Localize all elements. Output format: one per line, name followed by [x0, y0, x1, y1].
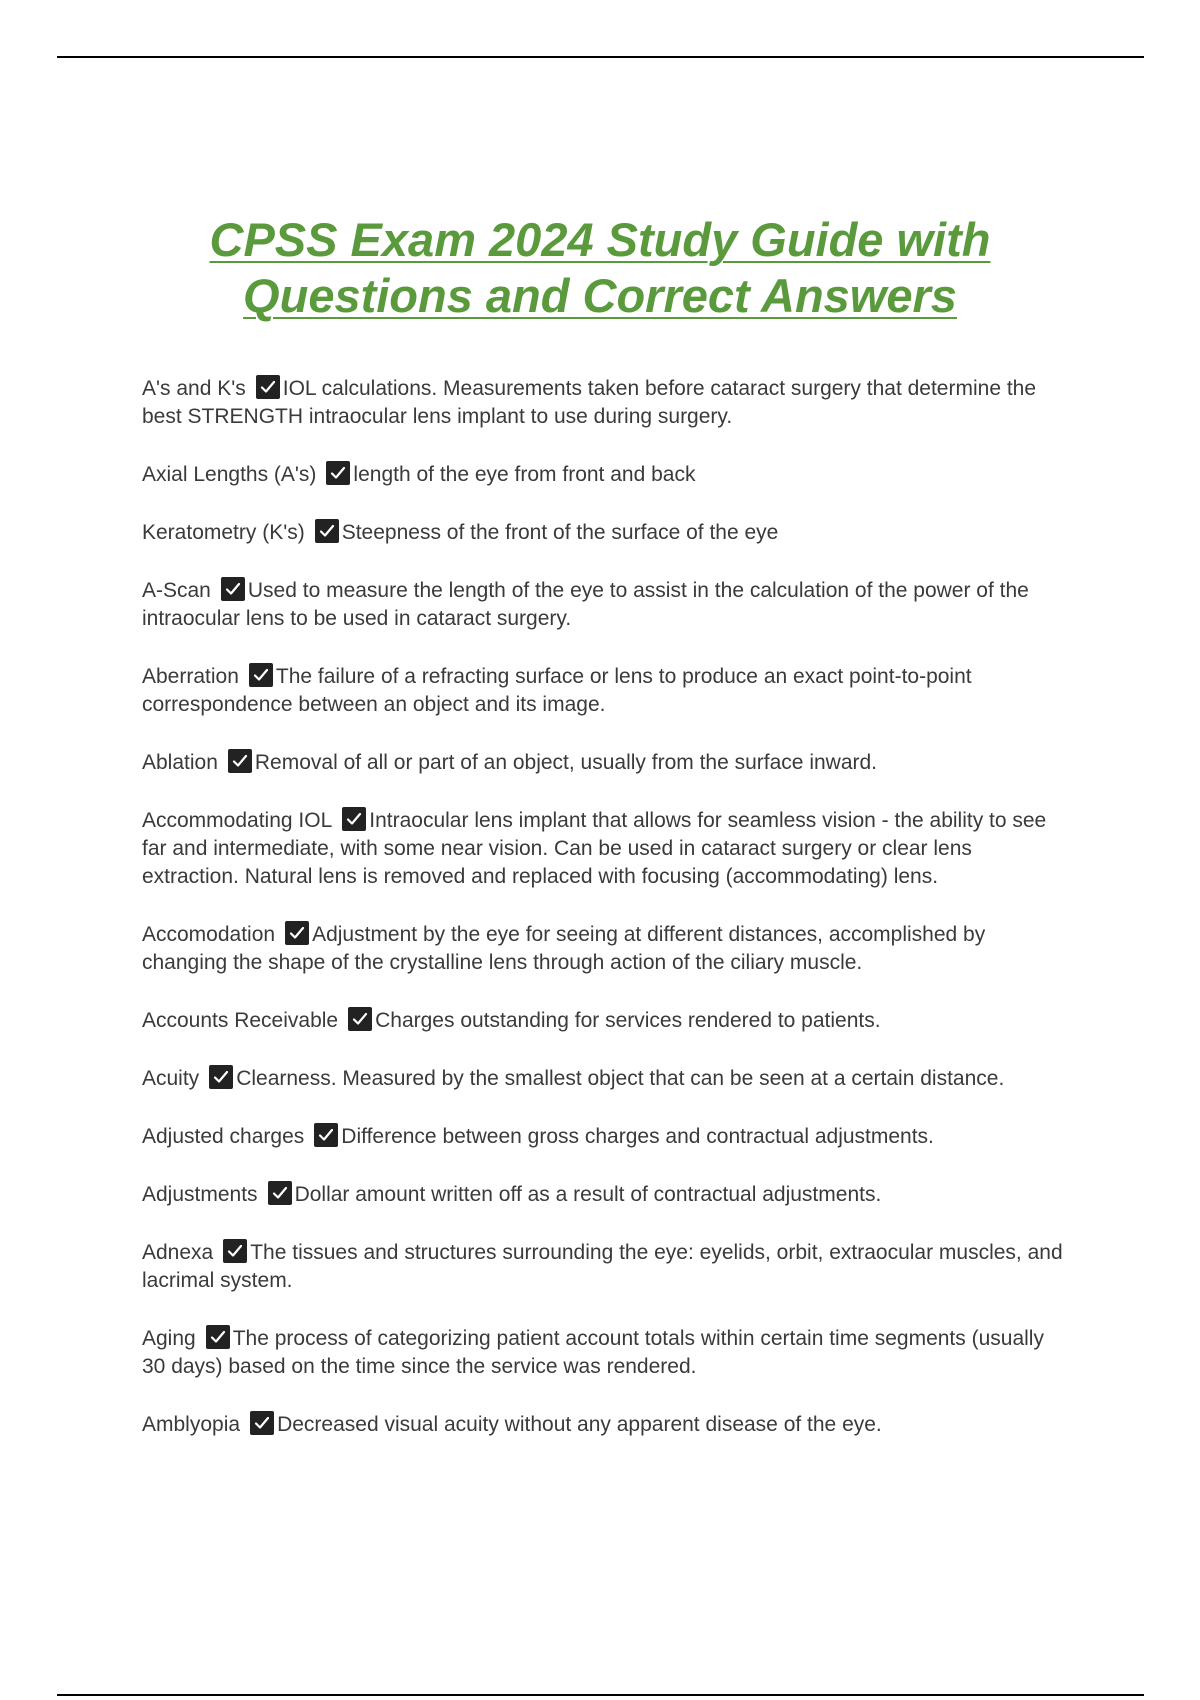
entry-list: [142, 354, 1072, 1469]
list-item: [142, 1065, 1072, 1093]
check-icon: [206, 1325, 230, 1349]
list-item: [142, 1007, 1072, 1035]
list-item: [142, 1123, 1072, 1151]
entry-term: Accounts Receivable: [142, 1009, 339, 1032]
check-icon: [314, 1123, 338, 1147]
check-icon: [249, 663, 273, 687]
entry-definition: Decreased visual acuity without any apparent disease of the eye.: [277, 1413, 882, 1436]
list-item: [142, 807, 1072, 891]
entry-term: Amblyopia: [142, 1413, 241, 1436]
list-item: [142, 461, 1072, 489]
check-icon: [221, 577, 245, 601]
check-icon: [256, 375, 280, 399]
entry-term: Ablation: [142, 751, 218, 774]
check-icon: [342, 807, 366, 831]
entry-definition: The tissues and structures surrounding the eye: eyelids, orbit, extraocular muscles, and lacrimal system.: [142, 1241, 1063, 1292]
check-icon: [348, 1007, 372, 1031]
entry-definition: Dollar amount written off as a result of contractual adjustments.: [294, 1183, 882, 1206]
list-item: [142, 519, 1072, 547]
top-rule: [57, 56, 1144, 58]
entry-term: Aberration: [142, 665, 239, 688]
check-icon: [209, 1065, 233, 1089]
entry-definition: Clearness. Measured by the smallest object that can be seen at a certain distance.: [236, 1067, 1005, 1090]
entry-definition: length of the eye from front and back: [353, 463, 696, 486]
list-item: [142, 749, 1072, 777]
entry-definition: The failure of a refracting surface or lens to produce an exact point-to-point correspondence between an object and its image.: [142, 665, 972, 716]
list-item: [142, 577, 1072, 633]
list-item: [142, 1181, 1072, 1209]
entry-term: Adjustments: [142, 1183, 258, 1206]
entry-definition: Steepness of the front of the surface of the eye: [341, 521, 779, 544]
check-icon: [250, 1411, 274, 1435]
check-icon: [285, 921, 309, 945]
bottom-rule: [57, 1694, 1144, 1696]
entry-definition: Intraocular lens implant that allows for seamless vision - the ability to see far and intermediate, with some near vision. Can be used in cataract surgery or clear lens extraction. Natural lens is removed and replaced with focusing (accommodating) lens.: [142, 809, 1047, 888]
list-item: [142, 1411, 1072, 1439]
list-item: [142, 663, 1072, 719]
entry-term: Accommodating IOL: [142, 809, 333, 832]
entry-term: Accomodation: [142, 923, 276, 946]
list-item: [142, 1325, 1072, 1381]
check-icon: [223, 1239, 247, 1263]
page-title: CPSS Exam 2024 Study Guide with Questions and Correct Answers: [209, 213, 991, 322]
check-icon: [228, 749, 252, 773]
entry-term: A's and K's: [142, 377, 246, 400]
entry-definition: Removal of all or part of an object, usually from the surface inward.: [254, 751, 878, 774]
entry-definition: Adjustment by the eye for seeing at different distances, accomplished by changing the shape of the crystalline lens through action of the ciliary muscle.: [142, 923, 986, 974]
entry-definition: Difference between gross charges and contractual adjustments.: [341, 1125, 934, 1148]
list-item: [142, 1239, 1072, 1295]
check-icon: [268, 1181, 292, 1205]
entry-term: Axial Lengths (A's): [142, 463, 317, 486]
list-item: [142, 375, 1072, 431]
entry-term: Acuity: [142, 1067, 200, 1090]
entry-term: Keratometry (K's): [142, 521, 305, 544]
list-item: [142, 921, 1072, 977]
entry-definition: Charges outstanding for services rendered to patients.: [375, 1009, 881, 1032]
check-icon: [315, 519, 339, 543]
entry-term: A-Scan: [142, 579, 211, 602]
entry-definition: The process of categorizing patient account totals within certain time segments (usually 30 days) based on the time since the service was rendered.: [142, 1327, 1044, 1378]
entry-term: Adnexa: [142, 1241, 214, 1264]
entry-definition: IOL calculations. Measurements taken before cataract surgery that determine the best STRENGTH intraocular lens implant to use during surgery.: [142, 377, 1037, 428]
entry-definition: Used to measure the length of the eye to assist in the calculation of the power of the intraocular lens to be used in cataract surgery.: [142, 579, 1029, 630]
check-icon: [326, 461, 350, 485]
entry-term: Aging: [142, 1327, 196, 1350]
entry-term: Adjusted charges: [142, 1125, 305, 1148]
